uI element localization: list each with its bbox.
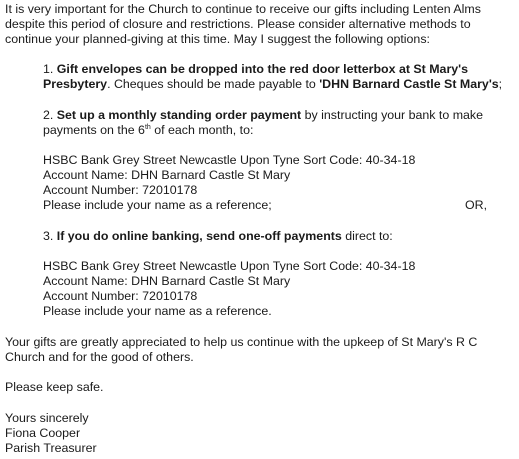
option-3-account-number: Account Number: 72010178 xyxy=(43,289,198,303)
option-3-account-name: Account Name: DHN Barnard Castle St Mary xyxy=(43,274,291,288)
intro-line-1: It is very important for the Church to continue to receive our gifts including Lenten Alms xyxy=(5,2,481,16)
keep-safe: Please keep safe. xyxy=(5,380,104,394)
option-3-bold-a: If you do online banking, send one-off payments xyxy=(56,229,342,243)
option-2-account-number: Account Number: 72010178 xyxy=(43,183,198,197)
option-3-normal-a: direct to: xyxy=(341,229,393,243)
option-2-reference-line xyxy=(43,198,515,213)
option-3-reference: Please include your name as a reference. xyxy=(43,304,272,318)
option-3-line-1 xyxy=(43,229,393,244)
option-2-line2-pre: payments on the 6 xyxy=(43,123,145,137)
intro-line-3: continue your planned-giving at this time. May I suggest the following options: xyxy=(5,32,430,46)
option-2-bold-a: Set up a monthly standing order payment xyxy=(56,108,302,122)
option-2-reference: Please include your name as a reference; xyxy=(43,198,272,212)
option-3-number: 3. xyxy=(43,229,57,243)
option-2-normal-a: by instructing your bank to make xyxy=(301,108,484,122)
option-2-number: 2. xyxy=(43,108,57,122)
option-2-line-1 xyxy=(43,108,483,123)
or-label: OR, xyxy=(465,198,488,212)
intro-line-2: despite this period of closure and restrictions. Please consider alternative methods to xyxy=(5,17,471,31)
option-2-account-name: Account Name: DHN Barnard Castle St Mary xyxy=(43,168,291,182)
option-1-number: 1. xyxy=(43,62,57,76)
option-3-bank: HSBC Bank Grey Street Newcastle Upon Tyne Sort Code: 40-34-18 xyxy=(43,259,416,273)
option-1-bold-b: Presbytery xyxy=(43,77,108,91)
closing-line-2: Church and for the good of others. xyxy=(5,350,194,364)
signatory-name: Fiona Cooper xyxy=(5,426,81,440)
option-2-line2-post: of each month, to: xyxy=(150,123,254,137)
option-1-line-1 xyxy=(43,62,468,77)
signoff: Yours sincerely xyxy=(5,411,89,425)
option-1-bold-a: Gift envelopes can be dropped into the red door letterbox at St Mary's xyxy=(56,62,468,76)
option-2-bank: HSBC Bank Grey Street Newcastle Upon Tyne Sort Code: 40-34-18 xyxy=(43,153,416,167)
signatory-role: Parish Treasurer xyxy=(5,441,97,455)
option-1-line-2 xyxy=(43,77,502,92)
option-2-line-2 xyxy=(43,123,253,138)
closing-line-1: Your gifts are greatly appreciated to help us continue with the upkeep of St Mary's R C xyxy=(5,335,478,349)
option-1-normal-b: . Cheques should be made payable to xyxy=(107,77,320,91)
option-1-payee: 'DHN Barnard Castle St Mary's xyxy=(319,77,499,91)
option-1-normal-c: ; xyxy=(498,77,503,91)
option-2-line2-sup: th xyxy=(144,123,151,131)
